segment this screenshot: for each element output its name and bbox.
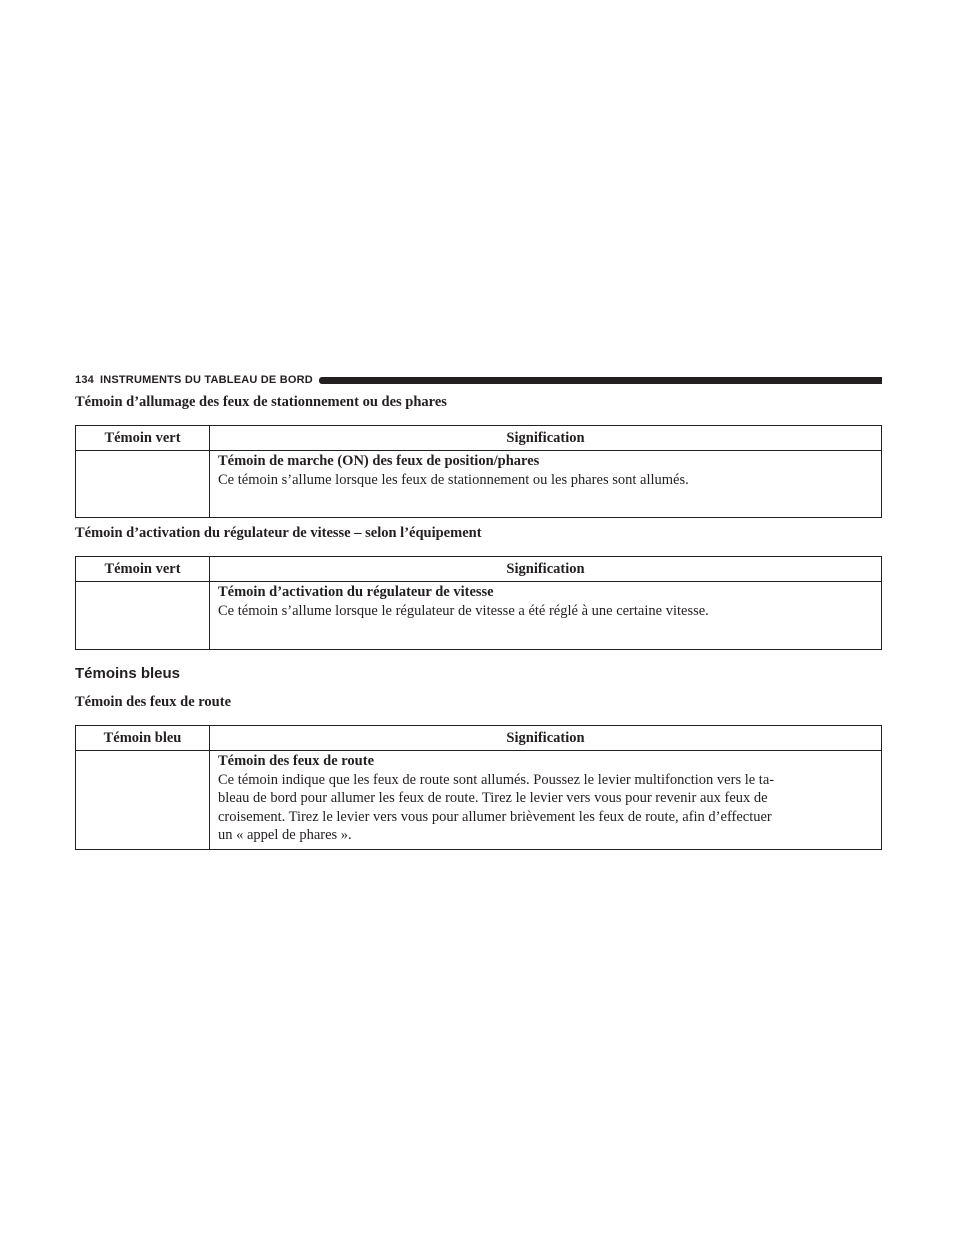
column-header-indicator: Témoin vert	[76, 426, 210, 451]
meaning-text-line: un « appel de phares ».	[218, 827, 352, 843]
table-header-row	[76, 726, 882, 751]
section-heading-high-beam: Témoin des feux de route	[75, 694, 232, 710]
indicator-icon-cell	[76, 751, 210, 850]
indicator-table-high-beam	[75, 725, 882, 850]
meaning-text-line: croisement. Tirez le levier vers vous pour allumer brièvement les feux de route, afin d’effectuer	[218, 808, 772, 825]
meaning-title: Témoin des feux de route	[218, 753, 375, 769]
meaning-cell	[210, 451, 882, 518]
column-header-indicator: Témoin vert	[76, 557, 210, 582]
meaning-cell	[210, 582, 882, 650]
header-rule	[319, 377, 882, 384]
table-row	[76, 751, 882, 850]
running-header	[75, 372, 882, 388]
meaning-text: Ce témoin s’allume lorsque les feux de stationnement ou les phares sont allumés.	[218, 471, 689, 488]
section-heading-parking-lights: Témoin d’allumage des feux de stationnement ou des phares	[75, 394, 447, 410]
table-row	[76, 451, 882, 518]
meaning-title: Témoin de marche (ON) des feux de position/phares	[218, 453, 540, 469]
meaning-text: Ce témoin s’allume lorsque le régulateur de vitesse a été réglé à une certaine vitesse.	[218, 602, 709, 619]
chapter-title: INSTRUMENTS DU TABLEAU DE BORD	[99, 374, 313, 386]
indicator-icon-cell	[76, 582, 210, 650]
blue-indicators-heading: Témoins bleus	[75, 665, 181, 682]
meaning-cell	[210, 751, 882, 850]
indicator-table-parking-lights	[75, 425, 882, 518]
meaning-title: Témoin d’activation du régulateur de vitesse	[218, 584, 494, 600]
table-header-row	[76, 557, 882, 582]
table-row	[76, 582, 882, 650]
column-header-meaning: Signification	[210, 557, 882, 582]
column-header-meaning: Signification	[210, 726, 882, 751]
meaning-text-line: Ce témoin indique que les feux de route sont allumés. Poussez le levier multifonction vers le ta-	[218, 771, 775, 788]
indicator-icon-cell	[76, 451, 210, 518]
indicator-table-cruise-control	[75, 556, 882, 650]
section-heading-cruise-control: Témoin d’activation du régulateur de vitesse – selon l’équipement	[75, 525, 482, 541]
meaning-text-line: bleau de bord pour allumer les feux de route. Tirez le levier vers vous pour revenir aux feux de	[218, 790, 768, 806]
column-header-indicator: Témoin bleu	[76, 726, 210, 751]
table-header-row	[76, 426, 882, 451]
column-header-meaning: Signification	[210, 426, 882, 451]
page-number: 134	[75, 374, 94, 386]
